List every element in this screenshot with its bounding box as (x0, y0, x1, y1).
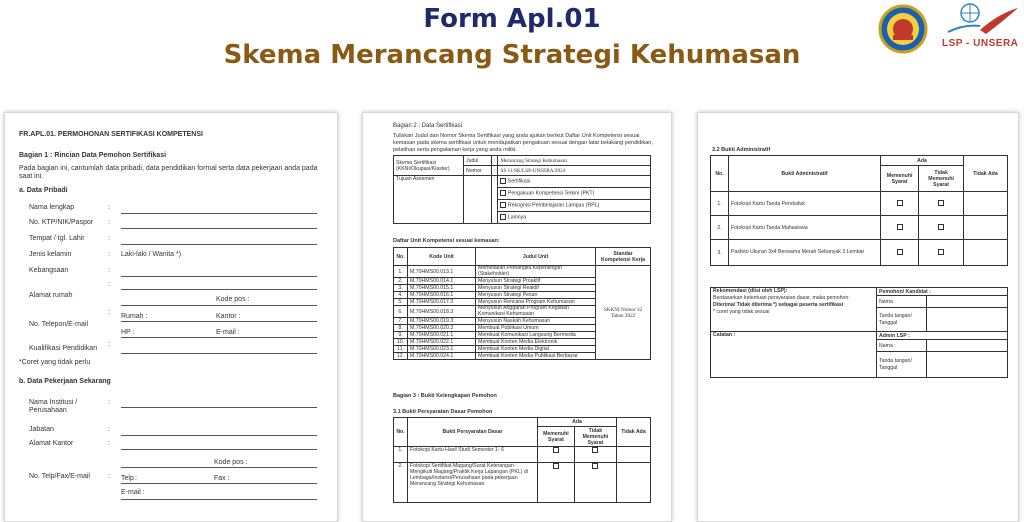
checkbox[interactable] (500, 178, 506, 184)
field-label: Jabatan (29, 426, 54, 433)
bukti-table: No. Bukti Persyaratan Dasar Ada Tidak Ada Memenuhi Syarat Tidak Memenuhi Syarat 1. Fotokopi Kartu Hasil Studi Semester 1- 6 2. Fotokopi Sertifikat Magang/Surat Keterangan Mengikuti Magang/Praktik Kerja Lapangan (PKL) di Lembaga/Instansi/Perusahaan pada pekerjaan Merancang Strategi Kehumasan (393, 417, 651, 503)
checkbox[interactable] (938, 224, 944, 230)
nomor-value: SS 11/SK/LSP-UNSERA/2024 (498, 166, 651, 176)
alamat-rumah-field[interactable] (121, 289, 317, 290)
checkbox[interactable] (938, 200, 944, 206)
kualifikasi-field[interactable] (121, 353, 317, 354)
email-label: E-mail : (121, 489, 145, 496)
field-label: Kualifikasi Pendidikan (29, 345, 98, 352)
checkbox[interactable] (592, 447, 598, 453)
table-row: 11. M.70HMS00.023.1 Membuat Konten Media Digital (394, 346, 651, 353)
checkbox[interactable] (897, 249, 903, 255)
skema-table: Skema Sertifikasi (KKNI/Okupasi/Klaster) Judul : Merancang Strategi Kehumasan Nomor : SS 11/SK/LSP-UNSERA/2024 Tujuan Asesmen : Sertifikasi Pengakuan Kompetensi Terkini (PKT) Rekognisi Pembelajaran Lampau (RPL) Lainnya (393, 155, 651, 224)
alamat-kantor-field[interactable] (121, 449, 317, 450)
skema-label: Skema Sertifikasi (KKNI/Okupasi/Klaster) (394, 156, 464, 176)
checkbox[interactable] (897, 200, 903, 206)
judul-value: Merancang Strategi Kehumasan (498, 156, 651, 166)
table-row: 1. Fotokopi Kartu Tanda Penduduk (711, 192, 1008, 216)
rekomendasi-table: Rekomendasi (diisi oleh LSP): Berdasarkan ketentuan persyaratan dasar, maka pemohon: Diterima/ Tidak diterima *) sebagai peserta sertifikasi * coret yang tidak sesuai Pemohon/ Kandidat : Nama Tanda tangan/ Tanggal Catatan : Admin LSP : Nama : Tanda tangan/ Tanggal (710, 287, 1008, 378)
table-row: 5. M.70HMS00.017.3 Menyusun Rencana Program Kehumasan (394, 299, 651, 306)
nama-lengkap-field[interactable] (121, 213, 317, 214)
coret-note: *Coret yang tidak perlu (19, 359, 91, 366)
field-label: Alamat rumah (29, 292, 73, 299)
tujuan-option[interactable]: Sertifikasi (498, 176, 651, 188)
section-title: Bagian 1 : Rincian Data Pemohon Sertifikasi (19, 152, 167, 159)
checkbox[interactable] (500, 214, 506, 220)
tujuan-option[interactable]: Pengakuan Kompetensi Terkini (PKT) (498, 188, 651, 200)
kantor-label: Kantor : (216, 313, 241, 320)
checkbox[interactable] (592, 463, 598, 469)
email-label: E-mail : (216, 329, 240, 336)
table-row: 10. M.70HMS00.022.1 Membuat Konten Media Elektronik (394, 339, 651, 346)
table-row: 2. M.70HMS00.014.1 Menyusun Strategi Proaktif (394, 278, 651, 285)
header (0, 0, 1024, 80)
field-label: Kebangsaan (29, 267, 69, 274)
kode-pos-label: Kode pos : (214, 459, 248, 466)
admin-nama-field[interactable] (927, 340, 1008, 352)
rekomendasi-cell: Rekomendasi (diisi oleh LSP): Berdasarkan ketentuan persyaratan dasar, maka pemohon: Diterima/ Tidak diterima *) sebagai peserta sertifikasi * coret yang tidak sesuai (711, 288, 877, 332)
field-label: Nama Institusi / Perusahaan (29, 399, 78, 414)
field-label: No. Telp/Fax/E-mail (29, 473, 90, 480)
unit-table: No. Kode Unit Judul Unit Standar Kompetensi Kerja 1. M.70HMS00.013.1 Memetakan Pemangku Kepentingan (Stakeholder) SKKNI Nomor 32 Tahun 2022 2. M.70HMS00.014.1 Menyusun Strategi Proaktif 3. M.70HMS00.015.1 Menyusun Strategi Reaktif 4. M.70HMS00.016.1 Menyusun Strategi Pesan 5. M.70HMS00.017.3 Menyusun Rencana Program Kehumasan 6. M.70HMS00.018.3 Menyusun Anggaran Program Kegiatan Komunikasi Kehumasan 7. M.70HMS00.019.3 Menyusun Naskah Kehumasan 8. M.70HMS00.020.3 Membuat Publikasi Umum 9. M.70HMS00.021.1 Membuat Komunikasi Langsung Bermedia 10. M.70HMS00.022.1 Membuat Konten Media Elektronik 11. M.70HMS00.023.1 Membuat Konten Media Digital 12. M.70HMS00.024.1 Membuat Konten Media Publikasi Berbayar (393, 247, 651, 360)
judul-label: Judul (464, 156, 492, 166)
telp-fax-field[interactable] (121, 483, 317, 484)
bukti-title: 3.1 Bukti Persyaratan Dasar Pemohon (393, 409, 493, 415)
hp-email-field[interactable] (121, 337, 317, 338)
section-intro: Pada bagian ini, cantumlah data pribadi, data pendidikan formal serta data pekerjaan anda pada saat ini. (19, 165, 318, 180)
admin-ttd-field[interactable] (927, 352, 1008, 378)
alamat-kantor-line2[interactable] (121, 467, 317, 468)
checkbox[interactable] (500, 202, 506, 208)
telp-label: Telp (121, 475, 134, 482)
unit-list-title: Daftar Unit Kompetensi sesuai kemasan: (393, 238, 500, 244)
checkbox[interactable] (553, 447, 559, 453)
table-row: 2. Fotokopi Kartu Tanda Mahasiswa (711, 216, 1008, 240)
field-label: No. Telepon/E-mail (29, 321, 89, 328)
table-row: 3. Pasfoto Ukuran 3x4 Berwarna Merah Sebanyak 3 Lembar (711, 240, 1008, 266)
subsection-a: a. Data Pribadi (19, 187, 68, 194)
admin-title: 3.2 Bukti Administratif (712, 147, 771, 153)
kode-pos-label: Kode pos : (216, 296, 250, 303)
field-label: Nama lengkap (29, 204, 75, 211)
admin-table: No. Bukti Administratif Ada Tidak Ada Memenuhi Syarat Tidak Memenuhi Syarat 1. Fotokopi Kartu Tanda Penduduk 2. Fotokopi Kartu Tanda Mahasiswa 3. Pasfoto Ukuran 3x4 Berwarna Merah Sebanyak 3 Lembar (710, 155, 1008, 266)
table-row: 7. M.70HMS00.019.3 Menyusun Naskah Kehumasan (394, 318, 651, 325)
jabatan-field[interactable] (121, 435, 317, 436)
tempat-lahir-field[interactable] (121, 244, 317, 245)
tujuan-label: Tujuan Asesmen (394, 176, 464, 224)
ktp-field[interactable] (121, 228, 317, 229)
table-row: 3. M.70HMS00.015.1 Menyusun Strategi Reaktif (394, 285, 651, 292)
kebangsaan-field[interactable] (121, 276, 317, 277)
section3-title: Bagian 3 : Bukti Kelengkapan Pemohon (393, 393, 497, 399)
table-row: 4. M.70HMS00.016.1 Menyusun Strategi Pesan (394, 292, 651, 299)
checkbox[interactable] (897, 224, 903, 230)
hp-label: HP : (121, 329, 135, 336)
subsection-b: b. Data Pekerjaan Sekarang (19, 378, 111, 385)
field-label: Alamat Kantor (29, 440, 74, 447)
checkbox[interactable] (500, 190, 506, 196)
table-row: 8. M.70HMS00.020.3 Membuat Publikasi Umum (394, 325, 651, 332)
tujuan-option[interactable]: Lainnya (498, 212, 651, 224)
pemohon-ttd-field[interactable] (927, 308, 1008, 332)
tujuan-option[interactable]: Rekognisi Pembelajaran Lampau (RPL) (498, 200, 651, 212)
form-page-3 (697, 112, 1019, 522)
lsp-logo-text: LSP - UNSERA (942, 38, 1019, 49)
rumah-label: Rumah : (121, 313, 148, 320)
table-row: 2. Fotokopi Sertifikat Magang/Surat Keterangan Mengikuti Magang/Praktik Kerja Lapangan (PKL) di Lembaga/Instansi/Perusahaan pada pekerjaan Merancang Strategi Kehumasan (394, 463, 651, 503)
fax-label: Fax : (214, 475, 230, 482)
field-label: Tempat / tgl. Lahir (29, 235, 85, 242)
nomor-label: Nomor (464, 166, 492, 176)
page-subtitle: Skema Merancang Strategi Kehumasan (223, 40, 801, 70)
email-field[interactable] (121, 499, 317, 500)
table-row: 12. M.70HMS00.024.1 Membuat Konten Media Publikasi Berbayar (394, 353, 651, 360)
section-intro: Tuliskan Judul dan Nomor Skema Sertifikasi yang anda ajukan berikut Daftar Unit Kompetensi sesuai kemasan pada skema sertifikasi untuk mendapatkan pengakuan sesuai dengan latar belakang pendidikan, pelatihan serta pengalaman kerja yang anda miliki. (393, 133, 653, 153)
checkbox[interactable] (938, 249, 944, 255)
standar-value: SKKNI Nomor 32 Tahun 2022 (596, 266, 651, 360)
alamat-rumah-line2[interactable] (121, 305, 317, 306)
telepon-field[interactable] (121, 321, 317, 322)
table-row: 6. M.70HMS00.018.3 Menyusun Anggaran Program Kegiatan Komunikasi Kehumasan (394, 306, 651, 318)
form-page-2 (362, 112, 672, 522)
field-label: No. KTP/NIK/Paspor (29, 219, 94, 226)
jenis-kelamin-value[interactable]: Laki-laki / Wanita *) (121, 251, 182, 258)
section-title: Bagian 2 : Data Sertifikasi (393, 123, 463, 129)
form-page-1: FR.APL.01. PERMOHONAN SERTIFIKASI KOMPETENSI Bagian 1 : Rincian Data Pemohon Sertifikasi Pada bagian ini, cantumlah data pribadi, data pendidikan formal serta data pekerjaan anda pada saat ini. a. Data Pribadi Nama lengkap : No. KTP/NIK/Paspor : Tempat / tgl. Lahir : Jenis kelamin : Laki-laki / Wanita *) Kebangsaan : : Alamat rumah Kode pos : : Rumah : Kantor : No. Telepon/E-mail HP : E-mail : : Kualifikasi Pendidikan *Coret yang tidak perlu b. Data Pekerjaan Sekarang Nama Institusi / Perusahaan : Jabatan : Alamat Kantor : Kode pos : No. Telp/Fax/E-mail : Telp : Fax : E-mail : (4, 112, 338, 522)
form-title: FR.APL.01. PERMOHONAN SERTIFIKASI KOMPETENSI (19, 131, 203, 138)
field-label: Jenis kelamin (29, 251, 72, 258)
table-row: 1. M.70HMS00.013.1 Memetakan Pemangku Kepentingan (Stakeholder) SKKNI Nomor 32 Tahun 2022 (394, 266, 651, 278)
checkbox[interactable] (553, 463, 559, 469)
page-title: Form Apl.01 (423, 4, 601, 34)
unsera-seal-logo (878, 4, 928, 54)
table-row: 9. M.70HMS00.021.1 Membuat Komunikasi Langsung Bermedia (394, 332, 651, 339)
catatan-cell[interactable]: Catatan : (711, 332, 877, 378)
table-row: 1. Fotokopi Kartu Hasil Studi Semester 1- 6 (394, 447, 651, 463)
institusi-field[interactable] (121, 407, 317, 408)
pemohon-nama-field[interactable] (927, 296, 1008, 308)
